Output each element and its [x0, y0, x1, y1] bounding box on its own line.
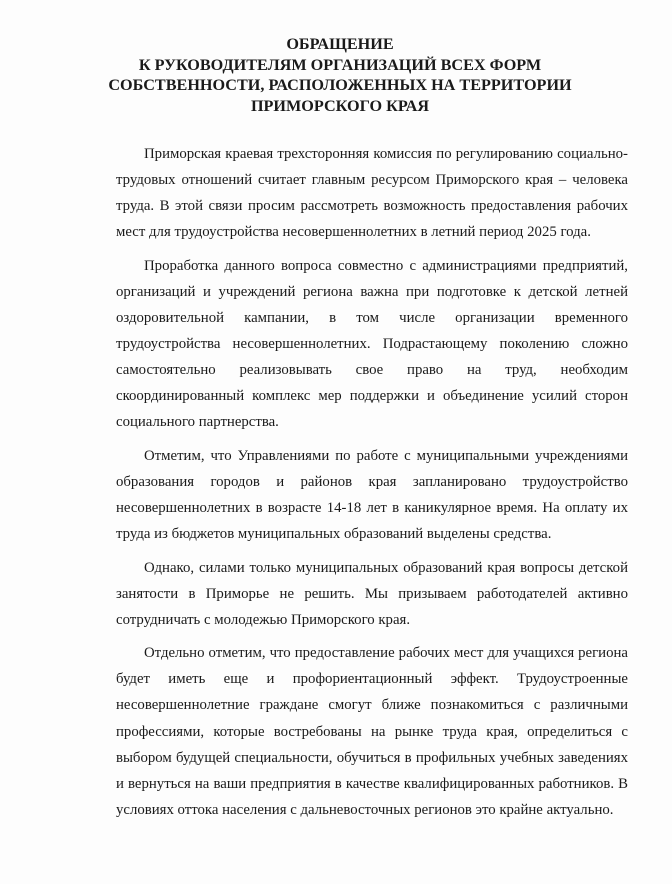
title-line-3: СОБСТВЕННОСТИ, РАСПОЛОЖЕННЫХ НА ТЕРРИТОРИИ [108, 76, 572, 94]
paragraph-5: Отдельно отметим, что предоставление рабочих мест для учащихся региона будет иметь еще и профориентационный эффект. Трудоустроенные несовершеннолетние граждане смогут ближе познакомиться с различными профессиями, которые востребованы на рынке труда края, определиться с выбором будущей специальности, обучиться в профильных учебных заведениях и вернуться на ваши предприятия в качестве квалифицированных работников. В условиях оттока населения с дальневосточных регионов это крайне актуально. [116, 645, 628, 818]
document-title [80, 34, 600, 116]
title-line-2: К РУКОВОДИТЕЛЯМ ОРГАНИЗАЦИЙ ВСЕХ ФОРМ [138, 55, 542, 74]
paragraph-1: Приморская краевая трехсторонняя комиссия по регулированию социально-трудовых отношений считает главным ресурсом Приморского края – человека труда. В этой связи просим рассмотреть возможность предоставления рабочих мест для трудоустройства несовершеннолетних в летний период 2025 года. [116, 146, 628, 241]
title-line-4: ПРИМОРСКОГО КРАЯ [250, 96, 430, 115]
title-line-1: ОБРАЩЕНИЕ [286, 35, 394, 53]
paragraph-3: Отметим, что Управлениями по работе с муниципальными учреждениями образования городов и районов края запланировано трудоустройство несовершеннолетних в возрасте 14-18 лет в каникулярное время. На оплату их труда из бюджетов муниципальных образований выделены средства. [116, 447, 628, 543]
document-body [116, 141, 628, 830]
paragraph-2: Проработка данного вопроса совместно с администрациями предприятий, организаций и учреждений региона важна при подготовке к детской летней оздоровительной кампании, в том числе организации временного трудоустройства несовершеннолетних. Подрастающему поколению сложно самостоятельно реализовывать свое право на труд, необходим скоординированный комплекс мер поддержки и объединение усилий сторон социального партнерства. [116, 257, 628, 431]
paragraph-4: Однако, силами только муниципальных образований края вопросы детской занятости в Приморье не решить. Мы призываем работодателей активно сотрудничать с молодежью Приморского края. [116, 559, 628, 628]
